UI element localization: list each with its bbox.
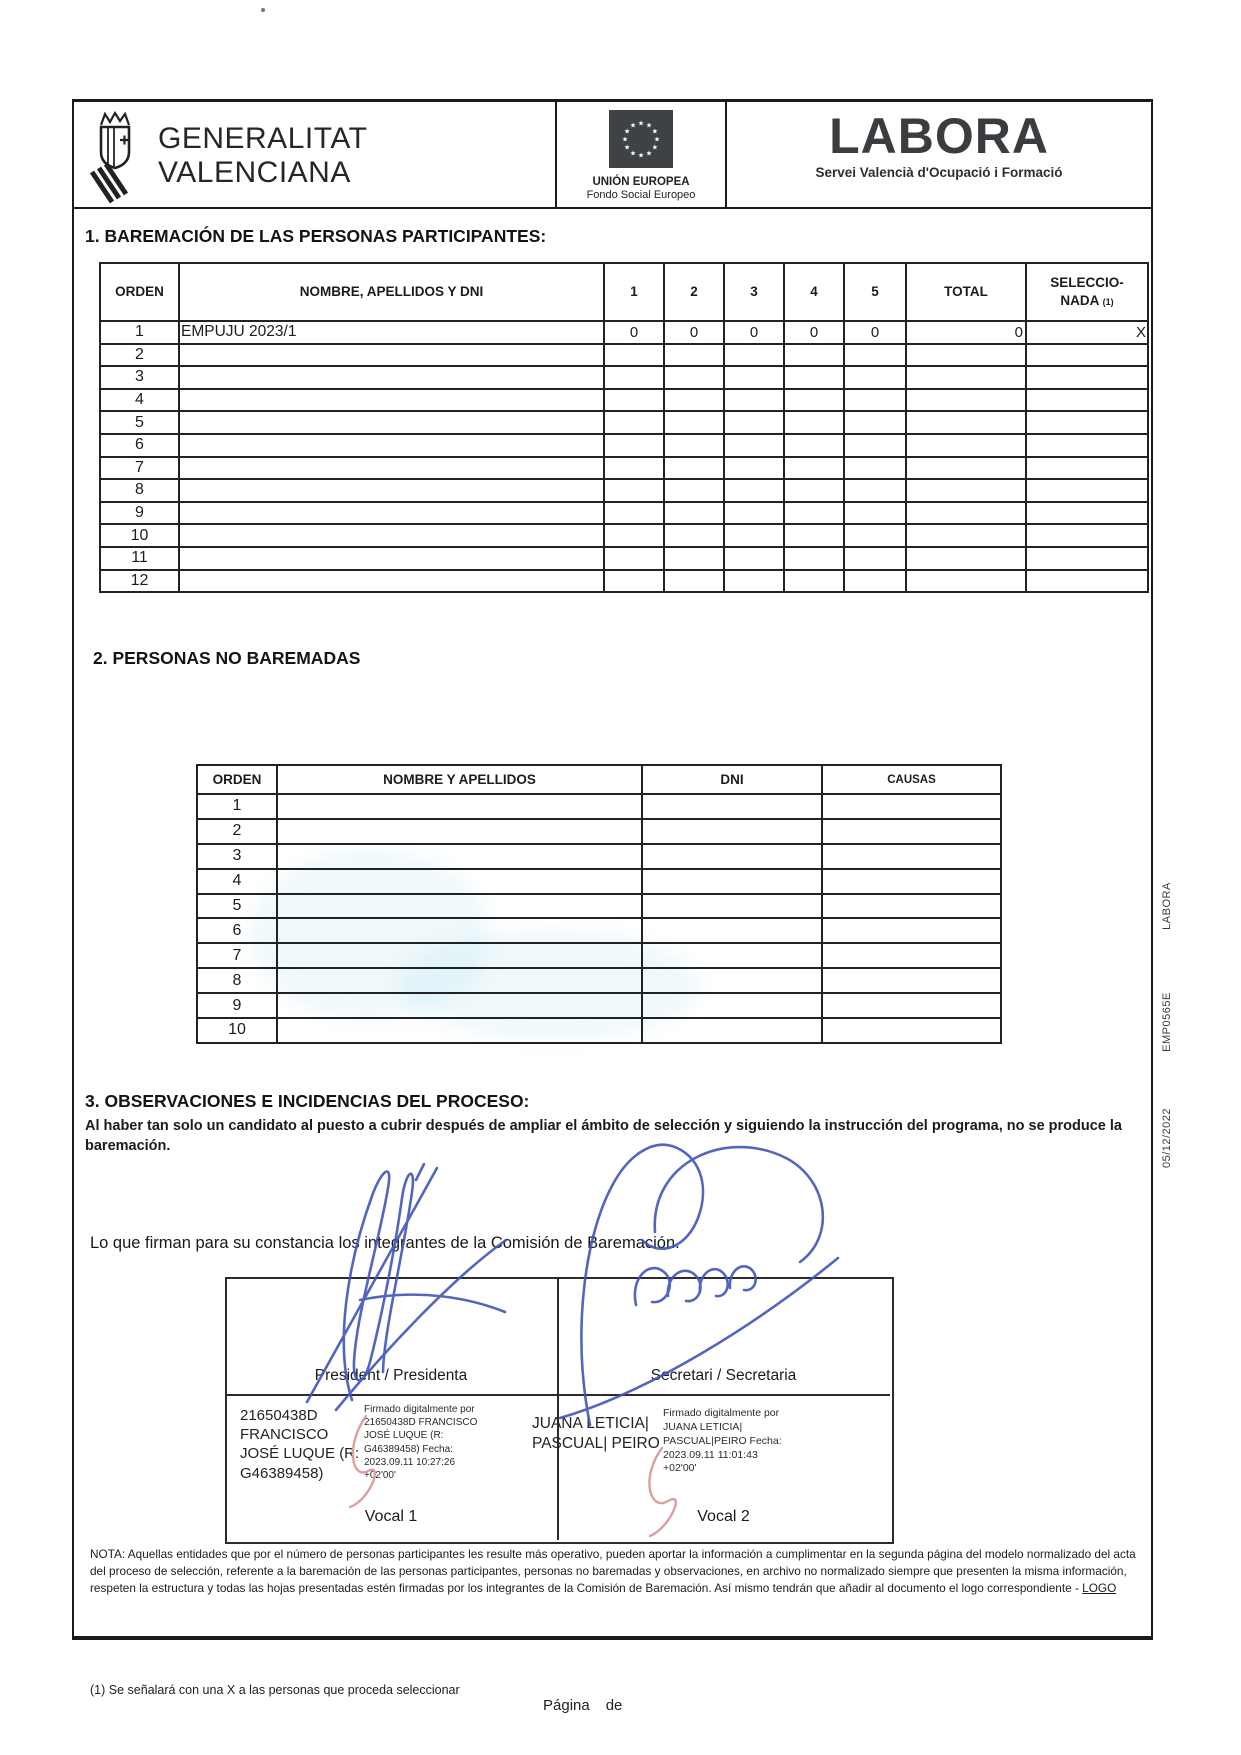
cell-nombre [179,479,604,502]
cell-orden: 11 [100,547,179,570]
cell-nombre [179,366,604,389]
margin-date: 05/12/2022 [1161,1107,1173,1169]
cell-c2 [664,389,724,412]
cell-c5 [844,547,906,570]
secretary-label: Secretari / Secretaria [650,1367,797,1384]
cell-c5 [844,457,906,480]
cell-causas [822,1018,1001,1043]
de-label: de [605,1697,623,1714]
cell-c2 [664,457,724,480]
labora-logo-block [727,110,1151,180]
no-baremadas-table [196,764,1002,1044]
generalitat-line1: GENERALITAT [158,122,368,155]
column-header-nombre: NOMBRE Y APELLIDOS [277,765,642,794]
cell-nombre [179,547,604,570]
cell-orden: 6 [100,434,179,457]
cell-c5 [844,411,906,434]
cell-c4 [784,547,844,570]
table-header-row [100,263,1148,321]
table-row [197,918,1001,943]
logo-link[interactable]: LOGO [1082,1581,1117,1596]
cell-dni [642,918,822,943]
cell-nombre [179,411,604,434]
cell-orden: 6 [197,918,277,943]
margin-labora-text: LABORA [1161,882,1173,930]
cell-orden: 10 [100,524,179,547]
cell-c1 [604,457,664,480]
cell-nombre [179,570,604,593]
svg-text:★: ★ [621,135,629,144]
pagina-label: Página [543,1697,590,1714]
vocal2-label: Vocal 2 [697,1508,750,1525]
cell-orden: 8 [197,968,277,993]
cell-sel [1026,502,1148,525]
column-header-3: 3 [724,263,784,321]
generalitat-logo-text [158,122,367,190]
table-row [197,844,1001,869]
cell-sel [1026,434,1148,457]
svg-text:★: ★ [637,119,645,128]
cell-orden: 7 [100,457,179,480]
table-row [100,547,1148,570]
cell-c4: 0 [784,321,844,344]
svg-text:★: ★ [645,121,653,130]
cell-orden: 5 [197,894,277,919]
cell-c2 [664,434,724,457]
table-header-row [197,765,1001,794]
cell-c3 [724,502,784,525]
cell-orden: 3 [100,366,179,389]
cell-nombre [277,819,642,844]
svg-text:★: ★ [645,149,653,158]
cell-c2 [664,524,724,547]
cell-sel [1026,570,1148,593]
nota-text: NOTA: Aquellas entidades que por el número de personas participantes les resulte más operativo, pueden aportar la información a cumplimentar en la segunda página del modelo normalizado del acta del proceso de selección, referente a la baremación de las personas participantes, personas no baremadas y observaciones, en archivo no normalizado siempre que presenten la misma información, respeten la estructura y todas las hojas presentadas estén firmadas por los integrantes de la Comisión de Baremación. Así mismo tendrán que añadir al documento el logo correspondiente - [90,1547,1136,1596]
cell-c4 [784,570,844,593]
table-row [197,794,1001,819]
cell-causas [822,943,1001,968]
table-row [100,457,1148,480]
cell-dni [642,993,822,1018]
column-header-orden: ORDEN [197,765,277,794]
cell-dni [642,894,822,919]
cell-sel [1026,411,1148,434]
cell-nombre [179,502,604,525]
table-row [100,434,1148,457]
signature-table-divider [557,1277,559,1540]
cell-total: 0 [906,321,1026,344]
svg-text:★: ★ [629,121,637,130]
signing-intro-text: Lo que firman para su constancia los integrantes de la Comisión de Baremación. [90,1234,680,1252]
cell-c1 [604,479,664,502]
cell-dni [642,869,822,894]
column-header-5: 5 [844,263,906,321]
cell-nombre [277,1018,642,1043]
cell-c4 [784,389,844,412]
labora-subtitle: Servei Valencià d'Ocupació i Formació [815,164,1063,180]
column-header-causas: CAUSAS [822,765,1001,794]
cell-nombre [277,918,642,943]
cell-c5 [844,434,906,457]
generalitat-emblem-icon [86,110,152,211]
cell-orden: 3 [197,844,277,869]
table-row [100,502,1148,525]
cell-orden: 12 [100,570,179,593]
cell-nombre [277,894,642,919]
cell-c4 [784,434,844,457]
cell-c1 [604,434,664,457]
cell-orden: 1 [197,794,277,819]
cell-causas [822,869,1001,894]
column-header-total: TOTAL [906,263,1026,321]
cell-c3 [724,547,784,570]
cell-total [906,570,1026,593]
cell-c4 [784,457,844,480]
column-header-nombre: NOMBRE, APELLIDOS Y DNI [179,263,604,321]
cell-orden: 7 [197,943,277,968]
cell-sel [1026,457,1148,480]
vocal1-label: Vocal 1 [364,1508,418,1525]
svg-text:★: ★ [629,149,637,158]
table-row [197,993,1001,1018]
cell-c4 [784,344,844,367]
cell-orden: 8 [100,479,179,502]
cell-c3 [724,366,784,389]
cell-c5 [844,389,906,412]
cell-causas [822,918,1001,943]
cell-c2: 0 [664,321,724,344]
cell-c5: 0 [844,321,906,344]
svg-text:★: ★ [637,151,645,160]
margin-form-code: EMP0565E [1161,992,1173,1052]
cell-c3: 0 [724,321,784,344]
generalitat-line2: VALENCIANA [158,155,351,189]
cell-c1: 0 [604,321,664,344]
table-row [100,389,1148,412]
vocal2-digital-signature-note: Firmado digitalmente por JUANA LETICIA| PASCUAL|PEIRO Fecha: 2023.09.11 11:01:43 +02'00' [663,1407,782,1475]
cell-c4 [784,479,844,502]
table-row [197,968,1001,993]
cell-c4 [784,524,844,547]
table-row [100,524,1148,547]
header-divider-line [72,207,1153,209]
cell-total [906,411,1026,434]
cell-causas [822,794,1001,819]
cell-causas [822,844,1001,869]
table-row [197,819,1001,844]
cell-c5 [844,366,906,389]
column-header-4: 4 [784,263,844,321]
cell-orden: 4 [197,869,277,894]
cell-sel [1026,524,1148,547]
cell-c3 [724,524,784,547]
cell-orden: 9 [100,502,179,525]
svg-text:★: ★ [651,127,659,136]
cell-orden: 4 [100,389,179,412]
cell-sel [1026,344,1148,367]
cell-c3 [724,457,784,480]
cell-nombre [179,524,604,547]
page-footer [543,1697,622,1714]
seleccionada-line2: NADA [1060,293,1099,308]
eu-logo-block [557,110,725,201]
cell-c5 [844,524,906,547]
svg-text:★: ★ [653,135,661,144]
eu-line1: UNIÓN EUROPEA [592,176,690,188]
cell-c2 [664,344,724,367]
cell-total [906,434,1026,457]
cell-dni [642,794,822,819]
cell-c1 [604,389,664,412]
cell-orden: 9 [197,993,277,1018]
cell-total [906,457,1026,480]
table-row [100,344,1148,367]
cell-c5 [844,479,906,502]
cell-orden: 2 [197,819,277,844]
seleccionada-footnote-ref: (1) [1102,297,1114,307]
labora-logo-text: LABORA [829,108,1049,164]
cell-causas [822,968,1001,993]
cell-nombre [277,844,642,869]
cell-c2 [664,502,724,525]
vocal1-digital-signature-note: Firmado digitalmente por 21650438D FRANCISCO JOSÉ LUQUE (R: G46389458) Fecha: 2023.09.11 10:27:26 +02'00' [364,1404,478,1481]
section1-title: 1. BAREMACIÓN DE LAS PERSONAS PARTICIPANTES: [85,226,547,246]
seleccionada-line1: SELECCIO- [1050,275,1124,291]
eu-flag-icon [609,110,673,173]
cell-total [906,524,1026,547]
cell-sel [1026,366,1148,389]
cell-total [906,547,1026,570]
section3-observations-text: Al haber tan solo un candidato al puesto a cubrir después de ampliar el ámbito de selección y siguiendo la instrucción del programa, no se produce la baremación. [85,1118,1122,1154]
cell-c1 [604,547,664,570]
cell-c3 [724,434,784,457]
cell-nombre [179,434,604,457]
eu-line2: Fondo Social Europeo [586,189,696,201]
cell-c1 [604,570,664,593]
cell-nombre [277,968,642,993]
column-header-1: 1 [604,263,664,321]
cell-nombre [277,993,642,1018]
cell-c1 [604,411,664,434]
cell-nombre [277,794,642,819]
table-row [100,366,1148,389]
cell-nombre [179,389,604,412]
cell-c5 [844,570,906,593]
vocal2-signer-name: JUANA LETICIA| PASCUAL| PEIRO [532,1415,660,1452]
cell-dni [642,819,822,844]
column-header-orden: ORDEN [100,263,179,321]
cell-nombre [179,457,604,480]
table-row [100,570,1148,593]
cell-c1 [604,344,664,367]
cell-causas [822,894,1001,919]
cell-c1 [604,524,664,547]
table-row [197,1018,1001,1043]
baremacion-table [99,262,1149,593]
svg-text:★: ★ [623,127,631,136]
cell-dni [642,844,822,869]
cell-dni [642,968,822,993]
cell-c3 [724,570,784,593]
cell-sel: X [1026,321,1148,344]
table-row [100,479,1148,502]
svg-text:★: ★ [623,143,631,152]
cell-orden: 2 [100,344,179,367]
nota-paragraph [90,1546,1143,1597]
cell-c4 [784,366,844,389]
cell-dni [642,943,822,968]
president-label: President / Presidenta [314,1367,468,1384]
cell-nombre [277,943,642,968]
cell-causas [822,993,1001,1018]
cell-c4 [784,411,844,434]
cell-total [906,344,1026,367]
cell-c3 [724,389,784,412]
cell-total [906,389,1026,412]
cell-c5 [844,344,906,367]
section3-title: 3. OBSERVACIONES E INCIDENCIAS DEL PROCESO: [85,1091,530,1111]
cell-c2 [664,411,724,434]
cell-sel [1026,479,1148,502]
cell-total [906,479,1026,502]
cell-c5 [844,502,906,525]
cell-c1 [604,366,664,389]
svg-text:★: ★ [651,143,659,152]
table-row [197,943,1001,968]
table-row [100,321,1148,344]
cell-total [906,502,1026,525]
cell-orden: 10 [197,1018,277,1043]
cell-c4 [784,502,844,525]
scan-speck [261,8,265,12]
footnote-1: (1) Se señalará con una X a las personas que proceda seleccionar [90,1683,460,1697]
column-header-dni: DNI [642,765,822,794]
cell-orden: 1 [100,321,179,344]
table-row [197,869,1001,894]
vocal1-signer-name: 21650438D FRANCISCO JOSÉ LUQUE (R: G46389458) [240,1407,360,1482]
table-row [197,894,1001,919]
cell-nombre: EMPUJU 2023/1 [179,321,604,344]
section2-title: 2. PERSONAS NO BAREMADAS [93,648,361,668]
cell-dni [642,1018,822,1043]
cell-causas [822,819,1001,844]
cell-sel [1026,389,1148,412]
cell-c3 [724,344,784,367]
column-header-2: 2 [664,263,724,321]
cell-total [906,366,1026,389]
cell-c2 [664,366,724,389]
cell-c3 [724,479,784,502]
column-header-seleccionada [1026,263,1148,321]
cell-c3 [724,411,784,434]
cell-nombre [179,344,604,367]
cell-c2 [664,570,724,593]
cell-c2 [664,479,724,502]
signature-table-divider [225,1394,890,1396]
cell-orden: 5 [100,411,179,434]
cell-c1 [604,502,664,525]
cell-nombre [277,869,642,894]
cell-sel [1026,547,1148,570]
cell-c2 [664,547,724,570]
table-row [100,411,1148,434]
